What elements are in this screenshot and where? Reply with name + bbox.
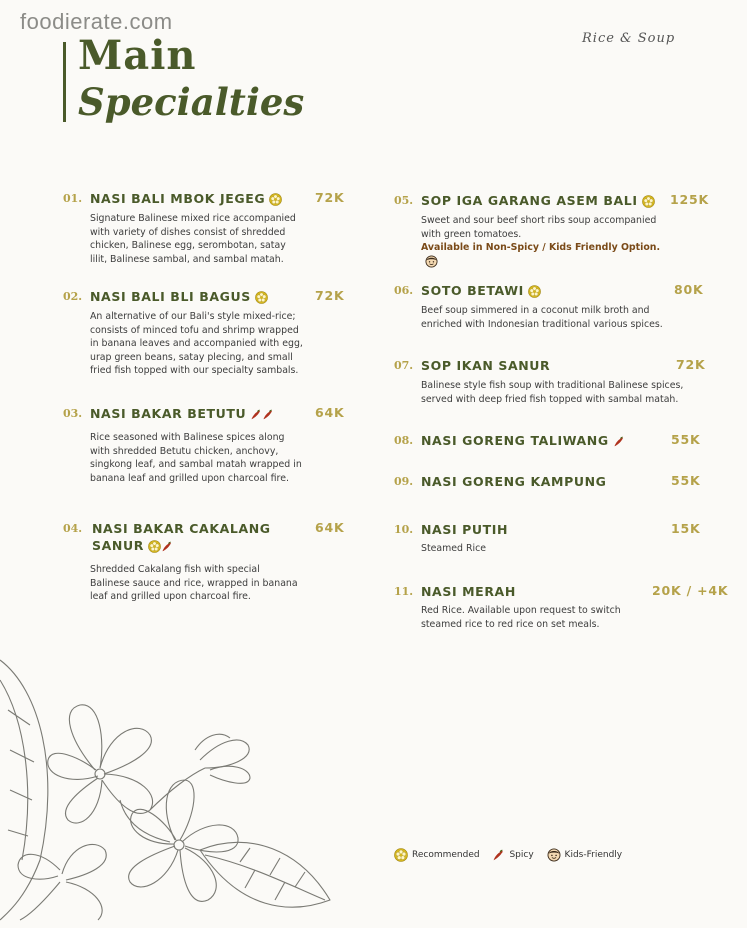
menu-item xyxy=(394,521,704,561)
flower-icon xyxy=(269,193,282,206)
chili-icon xyxy=(613,435,625,448)
item-name: NASI PUTIH xyxy=(421,522,509,537)
chili-icon xyxy=(492,848,505,862)
item-price: 64K xyxy=(315,405,345,420)
menu-item xyxy=(63,190,353,270)
kid-face-icon xyxy=(425,255,438,268)
item-name: SOP IKAN SANUR xyxy=(421,358,551,373)
menu-item xyxy=(63,520,353,610)
legend xyxy=(394,848,632,862)
title-accent-bar xyxy=(63,42,66,122)
chili-icon xyxy=(250,408,262,421)
flower-icon xyxy=(255,291,268,304)
flower-icon xyxy=(642,195,655,208)
item-name: SOP IGA GARANG ASEM BALI xyxy=(421,192,655,209)
item-name: NASI BALI BLI BAGUS xyxy=(90,288,268,305)
item-number: 11. xyxy=(394,585,414,598)
item-number: 04. xyxy=(63,522,83,535)
page-title-line2: Specialties xyxy=(78,80,305,124)
flower-icon xyxy=(528,285,541,298)
item-description: An alternative of our Bali's style mixed-rice; consists of minced tofu and shrimp wrapped in banana leaves and accompanied with egg, urap green beans, satay plecing, and small fried fish topped with our specialty sambals. xyxy=(90,311,303,376)
item-description: Sweet and sour beef short ribs soup accompanied with green tomatoes. Available in Non-Spicy / Kids Friendly Option. xyxy=(421,214,661,268)
item-name: NASI GORENG KAMPUNG xyxy=(421,474,607,489)
watermark: foodierate.com xyxy=(20,9,173,34)
section-label: Rice & Soup xyxy=(582,31,676,46)
item-name: NASI MERAH xyxy=(421,584,516,599)
menu-item xyxy=(394,357,704,412)
flower-icon xyxy=(148,540,161,553)
item-price: 64K xyxy=(315,520,345,535)
item-number: 10. xyxy=(394,523,414,536)
menu-item xyxy=(394,192,709,262)
item-number: 01. xyxy=(63,192,83,205)
item-price: 80K xyxy=(674,282,704,297)
item-number: 05. xyxy=(394,194,414,207)
menu-item xyxy=(394,583,729,633)
item-description: Beef soup simmered in a coconut milk broth and enriched with Indonesian traditional various spices. xyxy=(421,305,663,330)
item-name: NASI BALI MBOK JEGEG xyxy=(90,190,282,207)
legend-kids-friendly: Kids-Friendly xyxy=(547,848,623,862)
item-price: 55K xyxy=(671,432,701,447)
frangipani-illustration xyxy=(0,650,340,928)
menu-item xyxy=(63,405,353,490)
menu-item xyxy=(394,282,704,337)
chili-icon xyxy=(161,540,173,553)
item-note: Available in Non-Spicy / Kids Friendly Option. xyxy=(421,241,661,268)
item-price: 15K xyxy=(671,521,701,536)
item-description: Red Rice. Available upon request to switch steamed rice to red rice on set meals. xyxy=(421,605,621,630)
item-description: Signature Balinese mixed rice accompanied with variety of dishes consist of shredded chicken, Balinese egg, serombotan, satay lilit, Balinese sambal, and sambal matah. xyxy=(90,213,296,265)
item-description: Rice seasoned with Balinese spices along with shredded Betutu chicken, anchovy, singkong leaf, and sambal matah wrapped in banana leaf and grilled upon charcoal fire. xyxy=(90,432,302,484)
item-name: NASI BAKAR CAKALANG SANUR xyxy=(92,521,271,553)
item-name: NASI BAKAR BETUTU xyxy=(90,405,274,422)
item-price: 125K xyxy=(670,192,709,207)
item-price: 72K xyxy=(676,357,706,372)
menu-item xyxy=(394,473,704,493)
item-price: 20K / +4K xyxy=(652,583,729,598)
item-price: 72K xyxy=(315,288,345,303)
item-number: 09. xyxy=(394,475,414,488)
menu-item xyxy=(394,432,704,452)
page-title-line1: Main xyxy=(78,32,197,79)
item-price: 55K xyxy=(671,473,701,488)
item-number: 07. xyxy=(394,359,414,372)
item-number: 02. xyxy=(63,290,83,303)
menu-item xyxy=(63,288,353,383)
kid-face-icon xyxy=(547,848,561,862)
item-number: 08. xyxy=(394,434,414,447)
legend-recommended: Recommended xyxy=(394,848,480,862)
legend-spicy: Spicy xyxy=(492,848,533,862)
item-name: NASI GORENG TALIWANG xyxy=(421,432,625,449)
chili-icon xyxy=(262,408,274,421)
item-name: SOTO BETAWI xyxy=(421,282,541,299)
item-number: 06. xyxy=(394,284,414,297)
flower-icon xyxy=(394,848,408,862)
item-description: Balinese style fish soup with traditional Balinese spices, served with deep fried fish topped with sambal matah. xyxy=(421,380,684,405)
item-description: Steamed Rice xyxy=(421,543,487,554)
item-number: 03. xyxy=(63,407,83,420)
item-price: 72K xyxy=(315,190,345,205)
item-description: Shredded Cakalang fish with special Balinese sauce and rice, wrapped in banana leaf and grilled upon charcoal fire. xyxy=(90,564,298,602)
